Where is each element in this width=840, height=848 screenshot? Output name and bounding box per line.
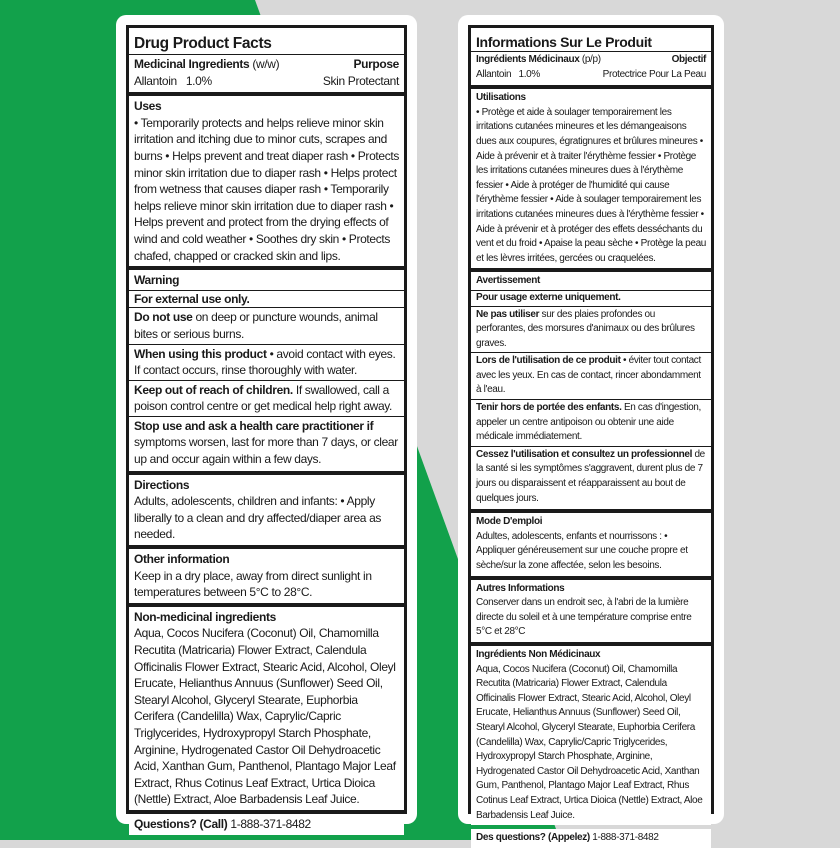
- warning-header-en: Warning: [129, 272, 404, 291]
- external-use-en: For external use only.: [134, 291, 250, 306]
- purpose-fr: Protectrice Pour La Peau: [602, 68, 706, 80]
- questions-phone-en: 1-888-371-8482: [227, 816, 311, 831]
- do-not-use-fr: [471, 306, 711, 353]
- uses-section-en: [129, 96, 404, 266]
- questions-label-en: Questions? (Call): [134, 816, 228, 831]
- keep-out-label-en: Keep out of reach of children.: [134, 382, 293, 397]
- uses-text-en: • Temporarily protects and helps relieve minor skin irritation and itching due to minor cuts, scrapes and burns • Helps prevent and treat diaper rash • Protects minor skin irritation due to diaper rash • Helps protect from wetness that causes diaper rash • Temporarily helps relieve minor skin irritation due to diaper rash • Helps prevent and protect from the drying effects of wind and cold weather • Soothes dry skin • Protects chafed, chapped or cracked skin and lips.: [134, 115, 399, 263]
- warning-section-fr: [471, 272, 711, 509]
- when-using-label-fr: Lors de l'utilisation de ce produit: [476, 355, 621, 367]
- ingredient-fr: Allantoin 1.0%: [476, 68, 540, 80]
- medicinal-ingredients-fr: [471, 51, 711, 83]
- title-section-fr: [471, 28, 711, 85]
- facts-title-en: Drug Product Facts: [134, 35, 272, 52]
- do-not-use-text-fr: sur des plaies profondes ou perforantes, des morsures d'animaux ou des brûlures graves.: [476, 308, 695, 349]
- drug-facts-box-fr: [468, 25, 714, 844]
- nonmedicinal-section-fr: [471, 646, 711, 825]
- directions-header-fr: Mode D'emploi: [476, 516, 543, 528]
- when-using-fr: [471, 352, 711, 399]
- other-info-section-en: [129, 549, 404, 603]
- stop-use-label-en: Stop use and ask a health care practitioner if: [134, 418, 374, 433]
- keep-out-text-en: If swallowed, call a poison control centre or get medical help right away.: [134, 382, 393, 414]
- purpose-header-en: Purpose: [353, 57, 399, 71]
- stop-use-fr: [471, 446, 711, 507]
- nonmedicinal-text-en: Aqua, Cocos Nucifera (Coconut) Oil, Chamomilla Recutita (Matricaria) Flower Extract, Calendula Officinalis Flower Extract, Stearic Acid, Alcohol, Oleyl Erucate, Helianthus Annuus (Sunflower) Seed Oil, Stearyl Alcohol, Glyceryl Stearate, Euphorbia Cerifera (Candelilla) Wax, Caprylic/Capric Triglycerides, Hydroxypropyl Starch Phosphate, Arginine, Hydrogenated Castor Oil Dehydroacetic Acid, Xanthan Gum, Panthenol, Plantago Major Leaf Extract, Rhus Cotinus Leaf Extract, Urtica Dioica (Nettle) Extract, Aloe Barbadensis Leaf Juice.: [134, 626, 396, 807]
- directions-header-en: Directions: [134, 477, 190, 492]
- keep-out-en: [129, 380, 404, 416]
- do-not-use-en: [129, 307, 404, 343]
- stop-use-text-en: symptoms worsen, last for more than 7 days, or clear up and occur again within a few days.: [134, 435, 398, 467]
- directions-section-en: [129, 475, 404, 545]
- keep-out-text-fr: En cas d'ingestion, appeler un centre antipoison ou obtenir une aide médicale immédiatement.: [476, 402, 701, 443]
- directions-text-en: Adults, adolescents, children and infants: • Apply liberally to a clean and dry affected/diaper area as needed.: [134, 494, 382, 542]
- other-info-text-fr: Conserver dans un endroit sec, à l'abri de la lumière directe du soleil et à une température comprise entre 5°C et 28°C: [476, 597, 692, 638]
- nonmedicinal-header-fr: Ingrédients Non Médicinaux: [476, 648, 601, 660]
- uses-header-en: Uses: [134, 99, 162, 114]
- keep-out-fr: [471, 399, 711, 446]
- medicinal-unit-fr: (p/p): [579, 54, 601, 65]
- when-using-text-fr: • éviter tout contact avec les yeux. En cas de contact, rincer abondamment à l'eau.: [476, 355, 701, 396]
- do-not-use-label-en: Do not use: [134, 310, 193, 325]
- when-using-en: [129, 344, 404, 380]
- facts-title-fr: Informations Sur Le Produit: [476, 34, 652, 50]
- questions-label-fr: Des questions? (Appelez): [476, 832, 590, 844]
- do-not-use-text-en: on deep or puncture wounds, animal bites or serious burns.: [134, 310, 378, 341]
- keep-out-label-fr: Tenir hors de portée des enfants.: [476, 402, 622, 414]
- medicinal-ingredients-en: [129, 54, 404, 90]
- medicinal-unit-en: (w/w): [249, 57, 280, 71]
- when-using-text-en: • avoid contact with eyes. If contact occurs, rinse thoroughly with water.: [134, 346, 396, 378]
- warning-header-fr: Avertissement: [471, 274, 711, 291]
- other-info-header-en: Other information: [134, 552, 230, 567]
- drug-facts-box-en: [126, 25, 407, 831]
- directions-text-fr: Adultes, adolescents, enfants et nourrissons : • Appliquer généreusement sur une couche propre et sèche/sur la zone affectée, selon les besoins.: [476, 530, 688, 571]
- nonmedicinal-header-en: Non-medicinal ingredients: [134, 609, 276, 624]
- medicinal-header-en: Medicinal Ingredients: [134, 57, 250, 71]
- do-not-use-label-fr: Ne pas utiliser: [476, 308, 540, 320]
- stop-use-label-fr: Cessez l'utilisation et consultez un professionnel: [476, 448, 693, 460]
- purpose-header-fr: Objectif: [671, 54, 706, 65]
- english-label-panel: [116, 15, 417, 831]
- when-using-label-en: When using this product: [134, 346, 267, 361]
- medicinal-header-fr: Ingrédients Médicinaux: [476, 54, 580, 65]
- questions-section-en: [129, 814, 404, 835]
- uses-header-fr: Utilisations: [476, 92, 526, 104]
- uses-text-fr: • Protège et aide à soulager temporairement les irritations cutanées mineures et les démangeaisons dues aux coupures, égratignures et brûlures mineures • Aide à prévenir et à traiter l'érythème fessier • Protège les irritations cutanées mineures dues à l'érythème fessier • Aide à protéger de l'humidité qui cause l'érythème fessier • Aide à soulager temporairement les irritations cutanées mineures dues à l'érythème fessier • Aide à prévenir et à protéger des effets desséchants du vent et du froid • Apaise la peau sèche • Protège la peau et les lèvres irritées, gercées ou craquelées.: [476, 106, 707, 264]
- warning-section-en: [129, 270, 404, 471]
- external-use-fr: Pour usage externe uniquement.: [476, 291, 621, 303]
- purpose-en: Skin Protectant: [322, 73, 399, 88]
- directions-section-fr: [471, 513, 711, 575]
- questions-section-fr: [471, 829, 711, 848]
- stop-use-en: [129, 416, 404, 469]
- questions-phone-fr: 1-888-371-8482: [589, 832, 659, 844]
- french-label-panel: [458, 15, 724, 844]
- other-info-section-fr: [471, 580, 711, 642]
- stop-use-text-fr: de la santé si les symptômes s'aggravent, durent plus de 7 jours ou disparaissent et réapparaissent au bout de quelques jours.: [476, 448, 705, 504]
- title-section-en: [129, 28, 404, 92]
- ingredient-en: Allantoin 1.0%: [134, 73, 212, 88]
- uses-section-fr: [471, 89, 711, 268]
- nonmedicinal-section-en: [129, 607, 404, 810]
- other-info-text-en: Keep in a dry place, away from direct sunlight in temperatures between 5°C to 28°C.: [134, 568, 372, 600]
- other-info-header-fr: Autres Informations: [476, 582, 565, 594]
- nonmedicinal-text-fr: Aqua, Cocos Nucifera (Coconut) Oil, Chamomilla Recutita (Matricaria) Flower Extract, Calendula Officinalis Flower Extract, Stearic Acid, Alcohol, Oleyl Erucate, Helianthus Annuus (Sunflower) Seed Oil, Stearyl Alcohol, Glyceryl Stearate, Euphorbia Cerifera (Candelilla) Wax, Caprylic/Capric Triglycerides, Hydroxypropyl Starch Phosphate, Arginine, Hydrogenated Castor Oil Dehydroacetic Acid, Xanthan Gum, Panthenol, Plantago Major Leaf Extract, Rhus Cotinus Leaf Extract, Urtica Dioica (Nettle) Extract, Aloe Barbadensis Leaf Juice.: [476, 663, 703, 821]
